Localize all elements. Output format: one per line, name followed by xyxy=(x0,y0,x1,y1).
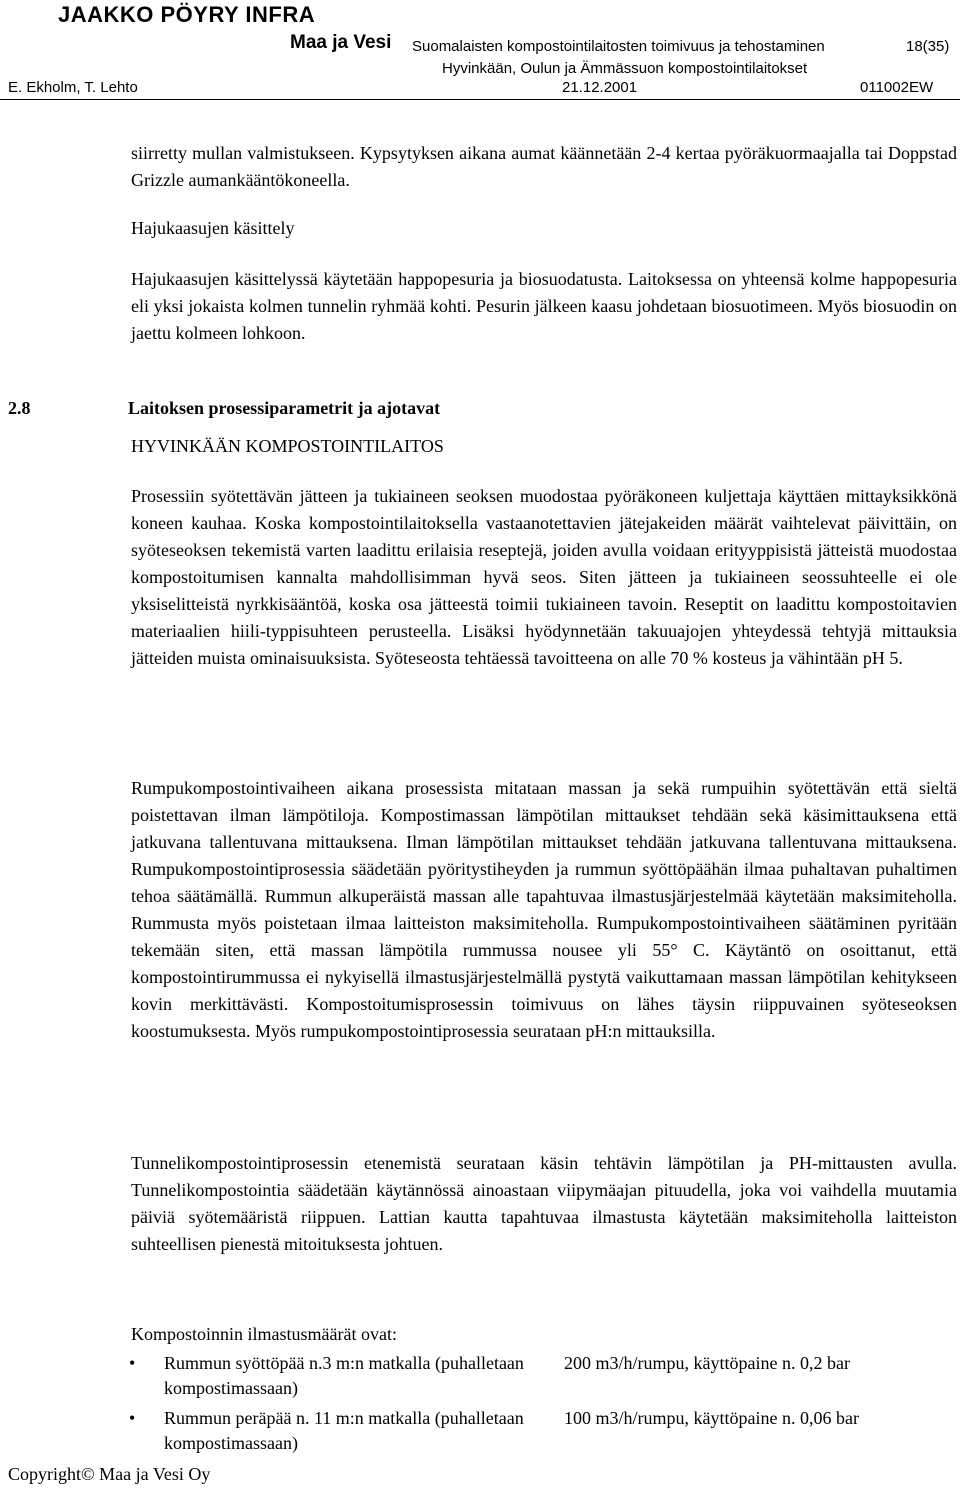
bullet-icon: • xyxy=(129,1353,136,1373)
paragraph-drum: Rumpukompostointivaiheen aikana prosessista mitataan massan ja sekä rumpuihin syötettävän että sieltä poistettavan ilman lämpötiloja. Kompostimassan lämpötilan mittaukset tehdään sekä käsimittauksena että jatkuvana tallentuvana mittauksena. Ilman lämpötilan mittaukset tehdään jatkuvana tallentuvana mittauksena. Rumpukompostointiprosessia säädetään pyöritystiheyden ja rummun syöttöpäähän ilmaa puhaltavan puhaltimen tehoa säätämällä. Rummun alkuperäistä massan alle tapahtuvaa ilmastusjärjestelmää käytetään maksimiteholla. Rummusta myös poistetaan ilmaa laitteiston maksimiteholla. Rumpukompostointivaiheen säätäminen pyritään tekemään siten, että massan lämpötila rummussa nousee yli 55° C. Käytäntö on osoittanut, että kompostointirummussa ei nykyisellä ilmastusjärjestelmällä pystytä vaikuttamaan massan lämpötilan kehitykseen kovin merkittävästi. Kompostoitumisprosessin toimivuus on lähes täysin riippuvainen syöteseoksen koostumuksesta. Myös rumpukompostointiprosessia seurataan pH:n mittauksilla. xyxy=(131,778,957,1041)
plant-heading: HYVINKÄÄN KOMPOSTOINTILAITOS xyxy=(131,436,444,456)
paragraph-tunnel: Tunnelikompostointiprosessin etenemistä seurataan käsin tehtävin lämpötilan ja PH-mittausten avulla. Tunnelikompostointia säädetään käytännössä ainoastaan viipymäajan pituudella, joka voi vaihdella muutamia päiviä syötemääristä riippuen. Lattian kautta tapahtuvaa ilmastusta käytetään maksimiteholla laitteiston suhteellisen pienestä mitoituksesta johtuen. xyxy=(131,1153,957,1254)
list-item-value: 100 m3/h/rumpu, käyttöpaine n. 0,06 bar xyxy=(564,1408,859,1428)
document-code: 011002EW xyxy=(860,79,934,96)
copyright-footer: Copyright© Maa ja Vesi Oy xyxy=(8,1464,211,1484)
section-number: 2.8 xyxy=(8,398,31,418)
page-number: 18(35) xyxy=(906,38,950,55)
hajukaasu-heading: Hajukaasujen käsittely xyxy=(131,218,295,238)
section-title: Laitoksen prosessiparametrit ja ajotavat xyxy=(128,398,441,418)
company-logo-text: JAAKKO PÖYRY INFRA xyxy=(58,2,316,27)
page-header xyxy=(0,0,960,100)
list-item-label: Rummun syöttöpää n.3 m:n matkalla (puhalletaan kompostimassaan) xyxy=(164,1353,524,1398)
document-subtitle: Hyvinkään, Oulun ja Ämmässuon kompostointilaitokset xyxy=(442,60,808,77)
division-logo-text: Maa ja Vesi xyxy=(290,32,392,53)
header-divider xyxy=(0,99,960,100)
list-item-value: 200 m3/h/rumpu, käyttöpaine n. 0,2 bar xyxy=(564,1353,850,1373)
document-title: Suomalaisten kompostointilaitosten toimivuus ja tehostaminen xyxy=(412,38,825,55)
list-item-label: Rummun peräpää n. 11 m:n matkalla (puhalletaan kompostimassaan) xyxy=(164,1408,524,1453)
hajukaasu-paragraph: Hajukaasujen käsittelyssä käytetään happopesuria ja biosuodatusta. Laitoksessa on yhteensä kolme happopesuria eli yksi jokaista kolmen tunnelin ryhmää kohti. Pesurin jälkeen kaasu johdetaan biosuotimeen. Myös biosuodin on jaettu kolmeen lohkoon. xyxy=(131,269,957,343)
authors: E. Ekholm, T. Lehto xyxy=(8,79,138,96)
list-intro: Kompostoinnin ilmastusmäärät ovat: xyxy=(131,1324,397,1344)
paragraph-recipes: Prosessiin syötettävän jätteen ja tukiaineen seoksen muodostaa pyöräkoneen kuljettaja käyttäen mittayksikkönä koneen kauhaa. Koska kompostointilaitoksella vastaanotettavien jätejakeiden määrät vaihtelevat päivittäin, on syöteseoksen tekemistä varten laadittu erilaisia reseptejä, joiden avulla voidaan erityyppisistä jätteistä muodostaa kompostoitumisen kannalta mahdollisimman hyvä seos. Siten jätteen ja tukiaineen seossuhteelle ei ole yksiselitteistä nyrkkisääntöä, koska osa jätteestä toimii tukiaineen tavoin. Reseptit on laadittu kompostoitavien materiaalien hiili-typpisuhteen perusteella. Lisäksi hyödynnetään takuuajojen yhteydessä tehtyjä mittauksia jätteiden muista ominaisuuksista. Syöteseosta tehtäessä tavoitteena on alle 70 % kosteus ja vähintään pH 5. xyxy=(131,486,957,668)
document-date: 21.12.2001 xyxy=(562,79,638,96)
intro-paragraph: siirretty mullan valmistukseen. Kypsytyksen aikana aumat käännetään 2-4 kertaa pyöräkuormaajalla tai Doppstad Grizzle aumankääntökoneella. xyxy=(131,143,957,190)
bullet-icon: • xyxy=(129,1408,136,1428)
